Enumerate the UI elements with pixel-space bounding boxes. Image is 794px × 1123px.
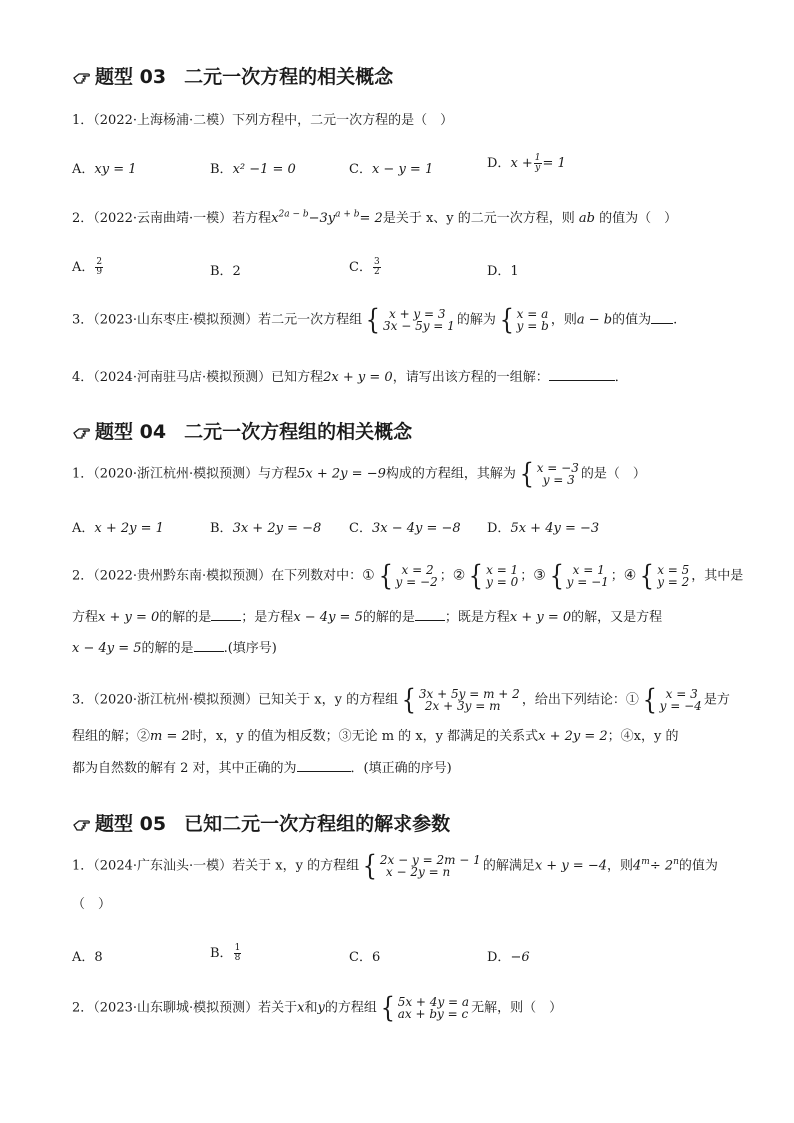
pointing-hand-icon (73, 68, 91, 90)
option-d[interactable]: D．x + $\frac{1}{y}$ = 1 (487, 153, 566, 173)
question-03-3: 3．（2023·山东枣庄·模拟预测）若二元一次方程组 { x + y = 3 3x − 5y = 1 的解为 { x = a y = b ，则a − b的值为 . (72, 303, 678, 336)
question-04-1: 1．（2020·浙江杭州·模拟预测）与方程5x + 2y = −9构成的方程组，其解为 { x = −3 y = 3 的是（ ） (72, 457, 646, 490)
question-05-2: 2．（2023·山东聊城·模拟预测）若关于x和y的方程组 { 5x + 4y = a ax + by = c 无解，则（ ） (72, 991, 563, 1024)
option-b[interactable]: B．3x + 2y = −8 (210, 521, 322, 536)
option-d[interactable]: D．1 (487, 264, 519, 279)
question-05-1: 1．（2024·广东汕头·一模）若关于 x，y 的方程组 { 2x − y = 2m − 1 x − 2y = n 的解满足x + y = −4，则$4^m\div 2^n$的值为 (72, 849, 718, 882)
option-a[interactable]: A． $\frac{2}{9}$ (72, 257, 103, 277)
option-d[interactable]: D．−6 (487, 950, 530, 965)
option-a[interactable]: A．x + 2y = 1 (72, 521, 164, 536)
option-c[interactable]: C．6 (349, 950, 381, 965)
option-b[interactable]: B．2 (210, 264, 241, 279)
question-04-3-line3: 都为自然数的解有 2 对，其中正确的为 ．(填正确的序号) (72, 761, 452, 776)
option-c[interactable]: C． $\frac{3}{2}$ (349, 257, 380, 277)
pointing-hand-icon (73, 815, 91, 837)
question-04-2: 2．（2022·贵州黔东南·模拟预测）在下列数对中：① { x = 2 y = −2 ；② { x = 1 y = 0 ；③ { x = 1 y = −1 ；④ { x = 5 y = 2 ，其中是 (72, 559, 744, 592)
section-heading-04: 题型 04 二元一次方程组的相关概念 (73, 417, 412, 445)
option-c[interactable]: C．x − y = 1 (349, 162, 434, 177)
question-04-2-line2: 方程x + y = 0的解的是 ；是方程x − 4y = 5的解的是 ；既是方程x + y = 0的解，又是方程 (72, 610, 663, 625)
question-04-2-line3: x − 4y = 5的解的是 .(填序号) (72, 641, 277, 656)
option-b[interactable]: B． $\frac{1}{8}$ (210, 943, 241, 963)
option-a[interactable]: A．xy = 1 (72, 162, 137, 177)
option-b[interactable]: B．x² −1 = 0 (210, 162, 296, 177)
section-heading-05: 题型 05 已知二元一次方程组的解求参数 (73, 809, 450, 837)
pointing-hand-icon (73, 423, 91, 445)
section-heading-03: 题型 03 二元一次方程的相关概念 (73, 62, 393, 90)
option-a[interactable]: A．8 (72, 950, 103, 965)
question-04-3: 3．（2020·浙江杭州·模拟预测）已知关于 x，y 的方程组 { 3x + 5y = m + 2 2x + 3y = m ，给出下列结论：① { x = 3 y = −4 是方 (72, 683, 730, 716)
option-d[interactable]: D．5x + 4y = −3 (487, 521, 600, 536)
question-05-1-line2: （ ） (72, 897, 112, 912)
question-04-3-line2: 程组的解；②m = 2时，x，y 的值为相反数；③无论 m 的 x，y 都满足的关系式x + 2y = 2；④x，y 的 (72, 729, 679, 744)
question-03-4: 4．（2024·河南驻马店·模拟预测）已知方程2x + y = 0，请写出该方程的一组解： ． (72, 370, 628, 385)
question-03-1: 1．（2022·上海杨浦·二模）下列方程中，二元一次方程的是（ ） (72, 113, 454, 128)
option-c[interactable]: C．3x − 4y = −8 (349, 521, 461, 536)
question-03-2: 2．（2022·云南曲靖·一模）若方程$x^{2a - b}-3y^{a + b}= 2$是关于 x、y 的二元一次方程，则 ab 的值为（ ） (72, 209, 678, 226)
